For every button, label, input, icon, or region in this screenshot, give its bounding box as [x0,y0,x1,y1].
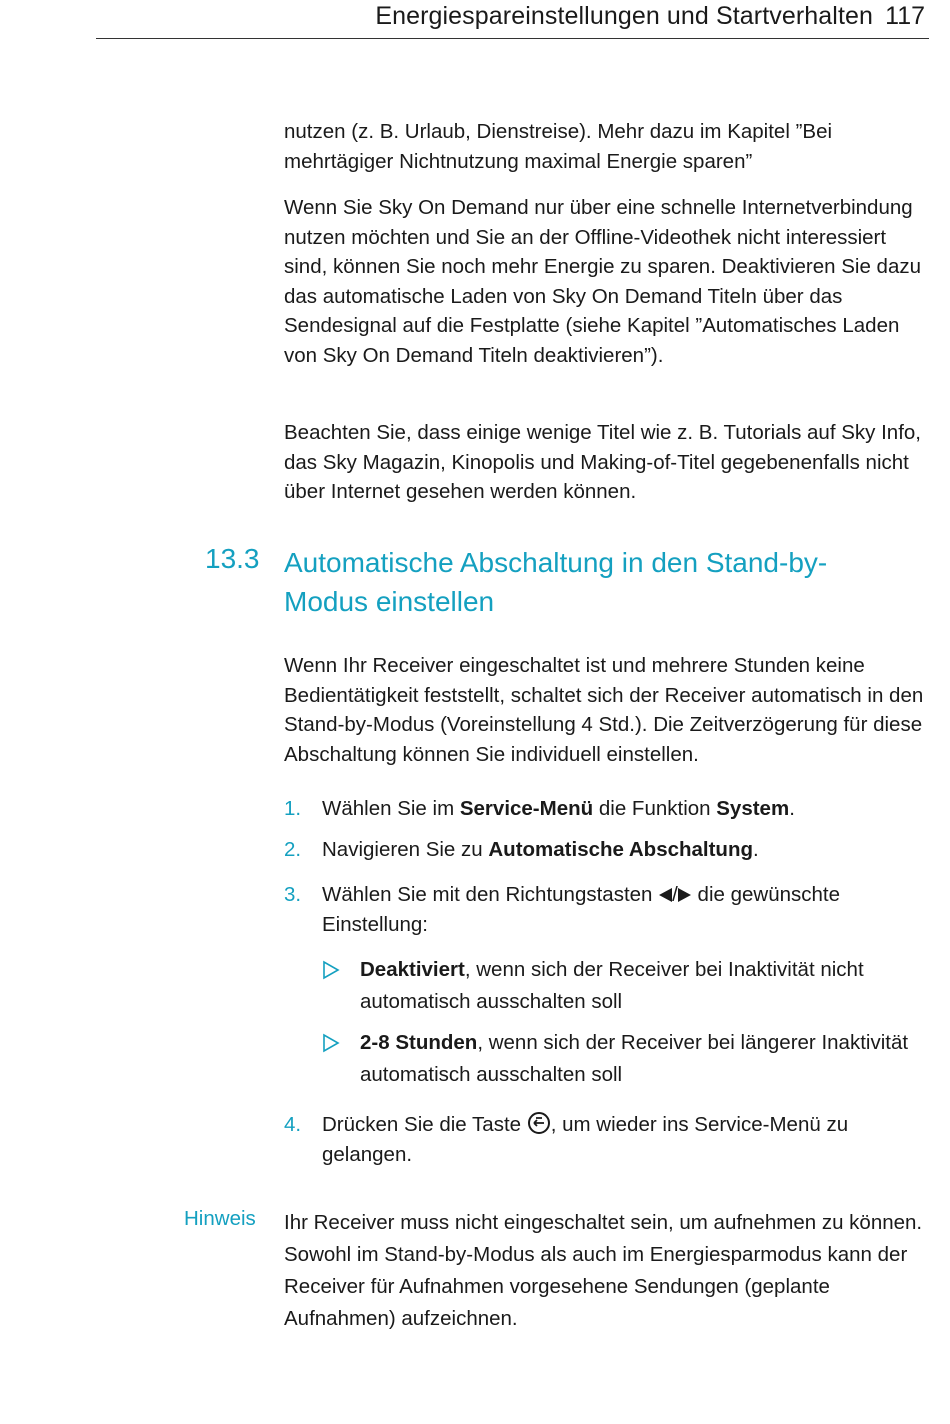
section-intro: Wenn Ihr Receiver eingeschaltet ist und mehrere Stunden keine Bedientätigkeit feststellt, schaltet sich der Receiver automatisch in den Stand-by-Modus (Voreinstellung 4 Std.). Die Zeitverzögerung für diese Abschaltung können Sie individuell einstellen. [284,654,924,766]
step-number: 3. [284,883,302,906]
step-number: 4. [284,1113,302,1136]
option-bold: Deaktiviert [360,958,465,981]
right-arrow-key-icon [678,887,692,903]
auto-shutdown-term: Automatische Abschaltung [488,838,754,861]
paragraph-sky-on-demand: Wenn Sie Sky On Demand nur über eine schnelle Internetverbindung nutzen möchten und Sie an der Offline-Videothek nicht interessiert sind, können Sie noch mehr Energie zu sparen. Deaktivieren Sie dazu das automatische Laden von Sky On Demand Titeln über das Sendesignal auf die Festplatte (siehe Kapitel ”Automatisches Laden von Sky On Demand Titeln deaktivieren”). [284,196,922,367]
left-arrow-key-icon [658,887,672,903]
page-number: 117 [885,2,925,30]
service-menu-term: Service-Menü [459,797,594,820]
option-text: Deaktiviert, wenn sich der Receiver bei Inaktivität nicht automatisch ausschalten soll [360,958,864,1013]
back-key-icon [527,1111,551,1135]
option-text: 2-8 Stunden, wenn sich der Receiver bei längerer Inaktivität automatisch ausschalten soll [360,1031,909,1086]
step-text: Navigieren Sie zu Automatische Abschaltung. [322,838,759,861]
section-number: 13.3 [205,543,260,574]
step-number: 2. [284,838,302,861]
page-header [96,0,929,39]
triangle-right-outline-icon [322,960,340,980]
system-term: System [716,797,790,820]
step-text: Wählen Sie mit den Richtungstasten / die gewünschte Einstellung: [322,883,841,936]
paragraph-continuation: nutzen (z. B. Urlaub, Dienstreise). Mehr dazu im Kapitel ”Bei mehrtägiger Nichtnutzung maximal Energie sparen” [284,120,833,173]
note-label: Hinweis [184,1207,256,1230]
step-number: 1. [284,797,302,820]
step-text: Wählen Sie im Service-Menü die Funktion System. [322,797,795,820]
note-text: Ihr Receiver muss nicht eingeschaltet sein, um aufnehmen zu können. Sowohl im Stand-by-Modus als auch im Energiesparmodus kann der Receiver für Aufnahmen vorgesehene Sendungen (geplante Aufnahmen) aufzeichnen. [284,1211,923,1330]
step-text: Drücken Sie die Taste , um wieder ins Service-Menü zu gelangen. [322,1113,849,1166]
paragraph-titles-note: Beachten Sie, dass einige wenige Titel wie z. B. Tutorials auf Sky Info, das Sky Magazin, Kinopolis und Making-of-Titel gegebenenfalls nicht über Internet gesehen werden können. [284,421,921,503]
triangle-right-outline-icon [322,1033,340,1053]
option-bold: 2-8 Stunden [360,1031,478,1054]
header-title: Energiespareinstellungen und Startverhalten [375,2,873,30]
section-title: Automatische Abschaltung in den Stand-by-Modus einstellen [284,547,828,617]
